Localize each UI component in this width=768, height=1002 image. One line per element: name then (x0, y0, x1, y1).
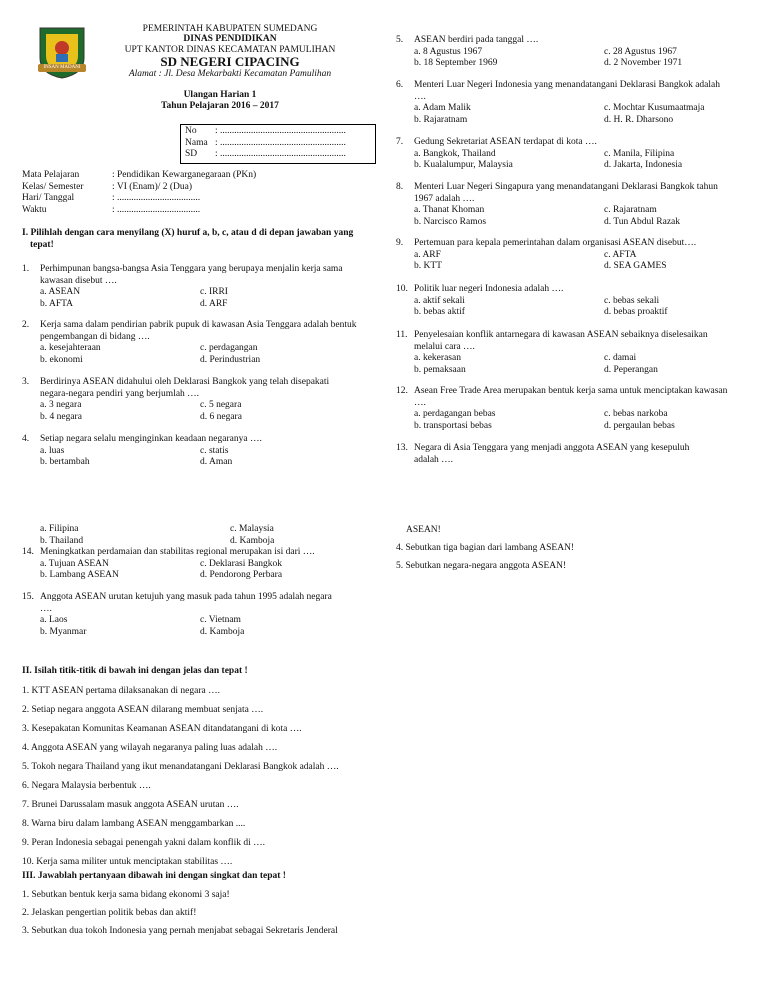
id-row (185, 138, 371, 150)
option-c[interactable]: c. 28 Agustus 1967 (604, 46, 677, 57)
option-b[interactable]: b. ekonomi (40, 354, 83, 365)
section1-title (22, 228, 367, 251)
option-a[interactable]: a. Thanat Khoman (414, 205, 485, 215)
option-b[interactable]: b. Myanmar (40, 626, 87, 637)
question-number: 1. (22, 264, 30, 274)
question-9 (396, 238, 746, 273)
fill-item: 5. Tokoh negara Thailand yang ikut menandatangani Deklarasi Bangkok adalah …. (22, 762, 339, 772)
question-1 (22, 264, 362, 310)
id-row (185, 149, 371, 161)
option-d[interactable]: d. Kamboja (200, 626, 245, 637)
section1-title-line: tepat! (30, 239, 54, 250)
id-label: SD (185, 149, 198, 159)
question-number: 14. (22, 547, 34, 557)
meta-label: Mata Pelajaran (22, 170, 80, 180)
option-a[interactable]: a. Bangkok, Thailand (414, 148, 496, 159)
option-d[interactable]: d. H. R. Dharsono (604, 114, 674, 125)
option-a[interactable]: a. luas (40, 445, 65, 456)
question-text: Gedung Sekretariat ASEAN terdapat di kota …. (414, 137, 597, 147)
option-d[interactable]: d. Aman (200, 457, 233, 467)
question-text: Penyelesaian konflik antarnegara di kawasan ASEAN sebaiknya diselesaikan (414, 330, 708, 340)
question-number: 9. (396, 238, 404, 248)
question-number: 7. (396, 137, 404, 147)
question-text: Setiap negara selalu menginginkan keadaan negaranya …. (40, 434, 262, 444)
option-a[interactable]: a. kesejahteraan (40, 343, 101, 353)
question-text: Asean Free Trade Area merupakan bentuk kerja sama untuk menciptakan kawasan (414, 386, 728, 396)
question-14 (22, 547, 362, 582)
option-b[interactable]: b. Lambang ASEAN (40, 570, 119, 580)
question-text: Anggota ASEAN urutan ketujuh yang masuk pada tahun 1995 adalah negara (40, 592, 332, 602)
question-text-cont: …. (40, 603, 52, 614)
logo-ribbon-text: INSAN MADANI (43, 65, 81, 70)
option-a[interactable]: a. 3 negara (40, 400, 82, 410)
option-c[interactable]: c. Rajaratnam (604, 205, 657, 215)
option-d[interactable]: d. Jakarta, Indonesia (604, 160, 683, 170)
option-c[interactable]: c. AFTA (604, 249, 637, 260)
question-number: 10. (396, 284, 408, 294)
option-a[interactable]: a. perdagangan bebas (414, 409, 496, 419)
option-c[interactable]: c. Vietnam (200, 615, 241, 625)
option-b[interactable]: b. Rajaratnam (414, 114, 468, 125)
question-text-cont: 1967 adalah …. (414, 193, 475, 204)
question-number: 11. (396, 330, 408, 340)
meta-value: : ................................... (112, 204, 201, 215)
section3-title: III. Jawablah pertanyaan dibawah ini dengan singkat dan tepat ! (22, 871, 286, 881)
option-b[interactable]: b. Kualalumpur, Malaysia (414, 160, 513, 170)
question-2 (22, 320, 362, 366)
fill-item: 1. KTT ASEAN pertama dilaksanakan di negara …. (22, 686, 220, 696)
question-text: Menteri Luar Negeri Singapura yang menandatangani Deklarasi Bangkok tahun (414, 182, 718, 192)
option-b[interactable]: b. transportasi bebas (414, 420, 492, 431)
meta-value: : Pendidikan Kewarganegaraan (PKn) (112, 170, 257, 180)
question-text-cont: melalui cara …. (414, 341, 475, 352)
school-logo (36, 24, 88, 80)
option-a[interactable]: a. Tujuan ASEAN (40, 558, 109, 569)
question-number: 6. (396, 80, 404, 90)
question-3 (22, 377, 362, 423)
question-number: 8. (396, 182, 404, 192)
option-c[interactable]: c. bebas sekali (604, 295, 660, 306)
question-text-cont: pengembangan di bidang …. (40, 331, 150, 342)
option-c[interactable]: c. perdagangan (200, 343, 258, 353)
option-d[interactable]: d. 6 negara (200, 411, 242, 422)
question-11 (396, 330, 746, 376)
id-label: No (185, 126, 197, 136)
option-c[interactable]: c. 5 negara (200, 400, 242, 410)
option-c[interactable]: c. damai (604, 353, 637, 363)
option-d[interactable]: d. Kamboja (230, 535, 275, 546)
meta-label: Hari/ Tanggal (22, 193, 75, 203)
question-text-cont: kawasan disebut …. (40, 275, 117, 286)
question-text: ASEAN berdiri pada tanggal …. (414, 35, 539, 45)
question-number: 4. (22, 434, 30, 444)
essay-item: 3. Sebutkan dua tokoh Indonesia yang pernah menjabat sebagai Sekretaris Jenderal (22, 926, 338, 936)
option-b[interactable]: b. AFTA (40, 298, 74, 309)
option-d[interactable]: d. pergaulan bebas (604, 420, 675, 431)
option-a[interactable]: a. Laos (40, 615, 68, 625)
fill-item: 9. Peran Indonesia sebagai penengah yakni dalam konflik di …. (22, 838, 265, 848)
id-label: Nama (185, 137, 208, 148)
essay-item: 1. Sebutkan bentuk kerja sama bidang ekonomi 3 saja! (22, 890, 230, 900)
option-a[interactable]: a. 8 Agustus 1967 (414, 46, 483, 57)
option-c[interactable]: c. statis (200, 445, 229, 456)
option-c[interactable]: c. Deklarasi Bangkok (200, 558, 283, 569)
question-text: Menteri Luar Negeri Indonesia yang menandatangani Deklarasi Bangkok adalah (414, 80, 720, 90)
question-number: 5. (396, 35, 404, 45)
option-d[interactable]: d. SEA GAMES (604, 261, 667, 271)
id-value[interactable]: : ..................................................... (215, 149, 346, 159)
option-d[interactable]: d. ARF (200, 298, 228, 309)
option-b[interactable]: b. bebas aktif (414, 307, 465, 317)
question-4 (22, 434, 362, 469)
school-address: Alamat : Jl. Desa Mekarbakti Kecamatan Pamulihan (128, 69, 332, 79)
essay-continued: ASEAN! (406, 525, 441, 535)
option-c[interactable]: c. Manila, Filipina (604, 148, 675, 159)
question-text-cont: adalah …. (414, 454, 454, 465)
option-c[interactable]: c. IRRI (200, 287, 228, 297)
fill-item: 3. Kesepakatan Komunitas Keamanan ASEAN ditandatangani di kota …. (22, 724, 302, 734)
meta-label: Kelas/ Semester (22, 181, 84, 192)
question-number: 12. (396, 386, 408, 396)
question-7 (396, 137, 746, 172)
question-text: Berdirinya ASEAN didahului oleh Deklarasi Bangkok yang telah disepakati (40, 377, 330, 387)
school-name: SD NEGERI CIPACING (160, 54, 300, 69)
option-a[interactable]: a. Filipina (40, 524, 79, 534)
question-text-cont: negara-negara pendiri yang berjumlah …. (40, 388, 200, 399)
question-13-options (22, 524, 362, 547)
fill-item: 8. Warna biru dalam lambang ASEAN menggambarkan .... (22, 819, 246, 829)
question-5 (396, 35, 746, 70)
section1-title-line: I. Pilihlah dengan cara menyilang (X) huruf a, b, c, atau d di depan jawaban yang (22, 228, 354, 238)
option-d[interactable]: d. 2 November 1971 (604, 58, 683, 68)
identity-box (180, 124, 376, 164)
exam-meta (22, 170, 362, 216)
upt-title: UPT KANTOR DINAS KECAMATAN PAMULIHAN (124, 45, 336, 55)
option-a[interactable]: a. Adam Malik (414, 103, 471, 113)
fill-item: 10. Kerja sama militer untuk menciptakan stabilitas …. (22, 857, 233, 867)
id-row (185, 126, 371, 138)
option-b[interactable]: b. 18 September 1969 (414, 58, 498, 68)
gov-title: PEMERINTAH KABUPATEN SUMEDANG (142, 24, 318, 34)
meta-value: : VI (Enam)/ 2 (Dua) (112, 181, 193, 192)
question-number: 15. (22, 592, 34, 602)
question-8 (396, 182, 746, 228)
question-text: Kerja sama dalam pendirian pabrik pupuk di kawasan Asia Tenggara adalah bentuk (40, 320, 357, 330)
option-b[interactable]: b. 4 negara (40, 411, 82, 422)
question-text: Negara di Asia Tenggara yang menjadi anggota ASEAN yang kesepuluh (414, 443, 690, 453)
question-13 (396, 443, 746, 466)
dept-title: DINAS PENDIDIKAN (183, 34, 277, 44)
question-text: Pertemuan para kepala pemerintahan dalam organisasi ASEAN disebut…. (414, 238, 697, 248)
exam-title: Ulangan Harian 1 (183, 90, 257, 100)
fill-item: 7. Brunei Darussalam masuk anggota ASEAN urutan …. (22, 800, 239, 810)
option-c[interactable]: c. Mochtar Kusumaatmaja (604, 103, 705, 113)
essay-item: 4. Sebutkan tiga bagian dari lambang ASEAN! (396, 543, 575, 553)
question-text: Perhimpunan bangsa-bangsa Asia Tenggara yang berupaya menjalin kerja sama (40, 264, 343, 274)
question-number: 3. (22, 377, 30, 387)
option-d[interactable]: d. Pendorong Perbara (200, 570, 283, 580)
id-value[interactable]: : ..................................................... (215, 137, 346, 148)
essay-item: 5. Sebutkan negara-negara anggota ASEAN! (396, 561, 567, 571)
option-a[interactable]: a. ARF (414, 249, 441, 260)
question-text-cont: …. (414, 91, 426, 102)
section2-title: II. Isilah titik-titik di bawah ini dengan jelas dan tepat ! (22, 666, 248, 676)
option-c[interactable]: c. Malaysia (230, 524, 274, 534)
fill-item: 2. Setiap negara anggota ASEAN dilarang membuat senjata …. (22, 705, 264, 715)
option-d[interactable]: d. bebas proaktif (604, 307, 668, 317)
question-text: Meningkatkan perdamaian dan stabilitas regional merupakan isi dari …. (40, 547, 315, 557)
fill-item: 4. Anggota ASEAN yang wilayah negaranya paling luas adalah …. (22, 743, 278, 753)
exam-year: Tahun Pelajaran 2016 – 2017 (161, 101, 279, 111)
option-b[interactable]: b. pemaksaan (414, 364, 466, 375)
option-b[interactable]: b. KTT (414, 261, 442, 271)
option-a[interactable]: a. aktif sekali (414, 295, 465, 306)
question-12 (396, 386, 746, 432)
meta-value: : ................................... (112, 193, 201, 203)
essay-item: 2. Jelaskan pengertian politik bebas dan aktif! (22, 908, 197, 918)
option-a[interactable]: a. ASEAN (40, 287, 81, 297)
question-text-cont: …. (414, 397, 426, 408)
question-10 (396, 284, 746, 319)
question-number: 2. (22, 320, 30, 330)
option-b[interactable]: b. bertambah (40, 457, 90, 467)
option-a[interactable]: a. kekerasan (414, 353, 461, 363)
option-d[interactable]: d. Peperangan (604, 364, 658, 375)
option-b[interactable]: b. Narcisco Ramos (414, 216, 487, 227)
question-6 (396, 80, 746, 126)
fill-item: 6. Negara Malaysia berbentuk …. (22, 781, 151, 791)
option-d[interactable]: d. Tun Abdul Razak (604, 216, 681, 227)
option-c[interactable]: c. bebas narkoba (604, 409, 668, 419)
crest-icon (36, 24, 88, 80)
question-text: Politik luar negeri Indonesia adalah …. (414, 284, 564, 294)
question-15 (22, 592, 362, 638)
meta-label: Waktu (22, 204, 47, 215)
option-b[interactable]: b. Thailand (40, 535, 84, 546)
id-value[interactable]: : ..................................................... (215, 126, 346, 136)
option-d[interactable]: d. Perindustrian (200, 354, 261, 365)
question-number: 13. (396, 443, 408, 453)
